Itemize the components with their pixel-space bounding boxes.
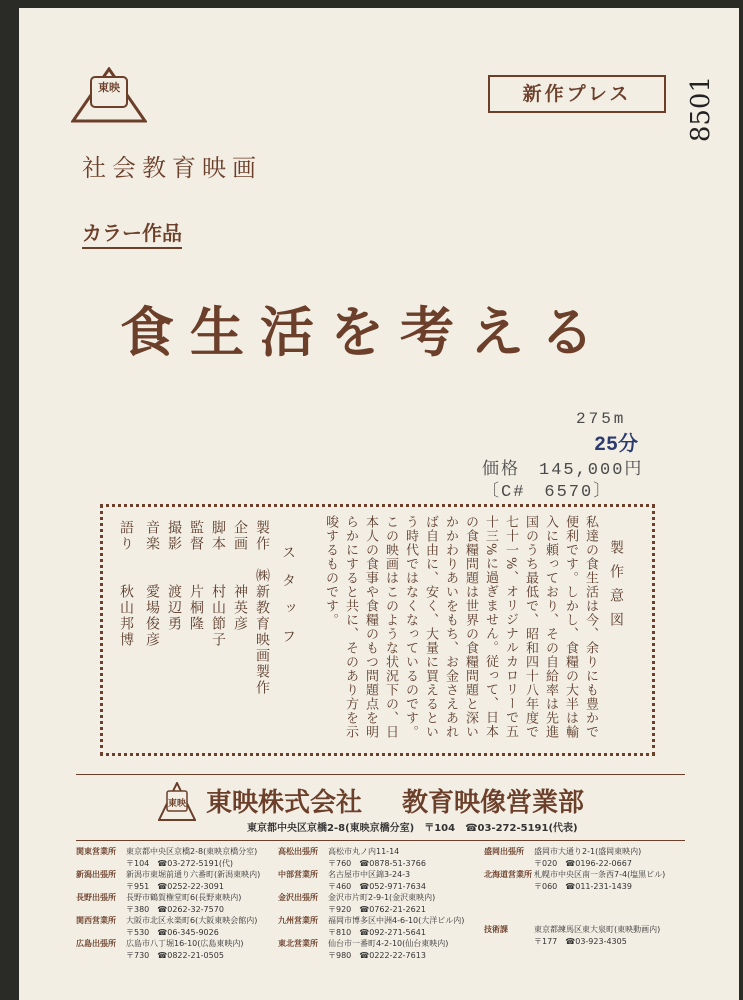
office-entry <box>484 846 641 870</box>
staff-name: 村山節子 <box>210 584 226 648</box>
office-name: 技術課 <box>484 925 508 934</box>
office-entry <box>76 938 244 962</box>
logo-text: 東映 <box>98 81 120 94</box>
office-tel: 〒951 ☎0252-22-3091 <box>126 882 224 891</box>
film-code: 〔C# 6570〕 <box>482 483 613 502</box>
office-address: 東京都練馬区東大泉町(東映動画内) <box>534 925 661 934</box>
office-entry <box>278 869 426 893</box>
office-address: 盛岡市大通り2-1(盛岡東映内) <box>534 847 642 856</box>
staff-name: 秋山邦博 <box>118 584 134 648</box>
office-entry <box>76 892 241 916</box>
office-tel: 〒530 ☎06-345-9026 <box>126 928 219 937</box>
office-tel: 〒380 ☎0262-32-7570 <box>126 905 224 914</box>
office-address: 福岡市博多区中洲4-6-10(大洋ビル内) <box>328 916 465 925</box>
office-tel: 〒177 ☎03-923-4305 <box>534 937 627 946</box>
staff-name: ㈱新教育映画製作 <box>254 568 270 696</box>
office-tel: 〒730 ☎0822-21-0505 <box>126 951 224 960</box>
office-name: 中部営業所 <box>278 870 318 879</box>
office-entry <box>278 846 426 870</box>
staff-member <box>164 520 184 750</box>
staff-role: 音楽 <box>144 520 160 552</box>
staff-name: 片桐隆 <box>188 584 204 632</box>
staff-member <box>186 520 206 750</box>
color-tag: カラー作品 <box>82 217 182 246</box>
staff-member <box>230 520 250 750</box>
film-length: 275m <box>576 410 627 428</box>
staff-role: 監督 <box>188 520 204 552</box>
office-tel: 〒920 ☎0762-21-2621 <box>328 905 426 914</box>
company-address: 東京都中央区京橋2-8(東映京橋分室) 〒104 ☎03-272-5191(代表) <box>247 823 578 834</box>
staff-member <box>116 520 136 750</box>
office-entry <box>76 915 257 939</box>
staff-role: 撮影 <box>166 520 182 552</box>
toei-logo-icon <box>71 67 147 123</box>
office-name: 盛岡出張所 <box>484 847 524 856</box>
office-entry <box>76 846 257 870</box>
staff-name: 神英彦 <box>232 584 248 632</box>
company-logo-icon <box>158 782 196 822</box>
film-title: 食生活を考える <box>120 300 610 364</box>
office-address: 広島市八丁堀16-10(広島東映内) <box>126 939 244 948</box>
office-name: 長野出張所 <box>76 893 116 902</box>
company-name: 東映株式会社 <box>206 788 363 818</box>
office-name: 高松出張所 <box>278 847 318 856</box>
office-tel: 〒104 ☎03-272-5191(代) <box>126 859 234 868</box>
office-entry <box>278 915 464 939</box>
office-tel: 〒020 ☎0196-22-0667 <box>534 859 632 868</box>
office-entry <box>484 869 665 893</box>
staff-name: 渡辺勇 <box>166 584 182 632</box>
office-address: 仙台市一番町4-2-10(仙台東映内) <box>328 939 449 948</box>
office-entry <box>278 938 448 962</box>
office-tel: 〒810 ☎092-271-5641 <box>328 928 426 937</box>
film-minutes: 25分 <box>594 434 639 457</box>
staff-role: 語り <box>118 520 134 552</box>
staff-member <box>142 520 162 750</box>
office-entry <box>76 869 260 893</box>
office-tel: 〒980 ☎0222-22-7613 <box>328 951 426 960</box>
staff-name: 愛場俊彦 <box>144 584 160 648</box>
staff-role: 脚本 <box>210 520 226 552</box>
office-address: 東京都中央区京橋2-8(東映京橋分室) <box>126 847 258 856</box>
staff-role: 製作 <box>254 520 270 552</box>
office-name: 東北営業所 <box>278 939 318 948</box>
office-name: 関西営業所 <box>76 916 116 925</box>
staff-role: 企画 <box>232 520 248 552</box>
office-address: 名古屋市中区錦3-24-3 <box>328 870 411 879</box>
intent-heading: 製作意図 <box>608 540 624 636</box>
office-name: 北海道営業所 <box>484 870 532 879</box>
company-logo-text: 東映 <box>167 799 187 809</box>
office-name: 金沢出張所 <box>278 893 318 902</box>
office-address: 新潟市東堀前通り六番町(新潟東映内) <box>126 870 261 879</box>
office-name: 関東営業所 <box>76 847 116 856</box>
office-name: 九州営業所 <box>278 916 318 925</box>
office-tel: 〒460 ☎052-971-7634 <box>328 882 426 891</box>
office-address: 長野市鶴賀権堂町6(長野東映内) <box>126 893 242 902</box>
new-release-badge: 新作プレス <box>488 75 666 113</box>
footer-divider <box>76 774 685 775</box>
office-address: 金沢市片町2-9-1(金沢東映内) <box>328 893 436 902</box>
film-price: 価格 145,000円 <box>482 461 644 480</box>
film-category: 社会教育映画 <box>82 154 262 182</box>
office-tel: 〒760 ☎0878-51-3766 <box>328 859 426 868</box>
intent-body: 私達の食生活は今、余りにも豊かで便利です。しかし、食糧の大半は輸入に頼っており、その自給率は先進国のうち最低で、昭和四十八年度で七十一%、オリジナルカロリーで五十三%に過ぎません。従って、日本の食糧問題は世界の食糧問題と深いかかわりあいをもち、お金さえあれば自由に、安く、大量に買えるという時代ではなくなっているのです。この映画はこのような状況下の、日本人の食事や食糧のもつ問題点を明らかにすると共に、そのあり方を示唆するものです。 <box>323 515 598 739</box>
office-name: 新潟出張所 <box>76 870 116 879</box>
office-tel: 〒060 ☎011-231-1439 <box>534 882 632 891</box>
handwritten-code: 8501 <box>686 76 716 143</box>
staff-member <box>252 520 272 750</box>
office-entry <box>278 892 435 916</box>
office-address: 大阪市北区永楽町6(大阪東映会館内) <box>126 916 258 925</box>
office-address: 札幌市中央区南一条西7-4(塩黒ビル) <box>534 870 666 879</box>
company-dept: 教育映像営業部 <box>402 788 585 818</box>
staff-member <box>208 520 228 750</box>
office-name: 広島出張所 <box>76 939 116 948</box>
staff-heading: スタッフ <box>280 545 296 657</box>
office-address: 高松市丸ノ内11-14 <box>328 847 400 856</box>
office-entry <box>484 924 660 948</box>
